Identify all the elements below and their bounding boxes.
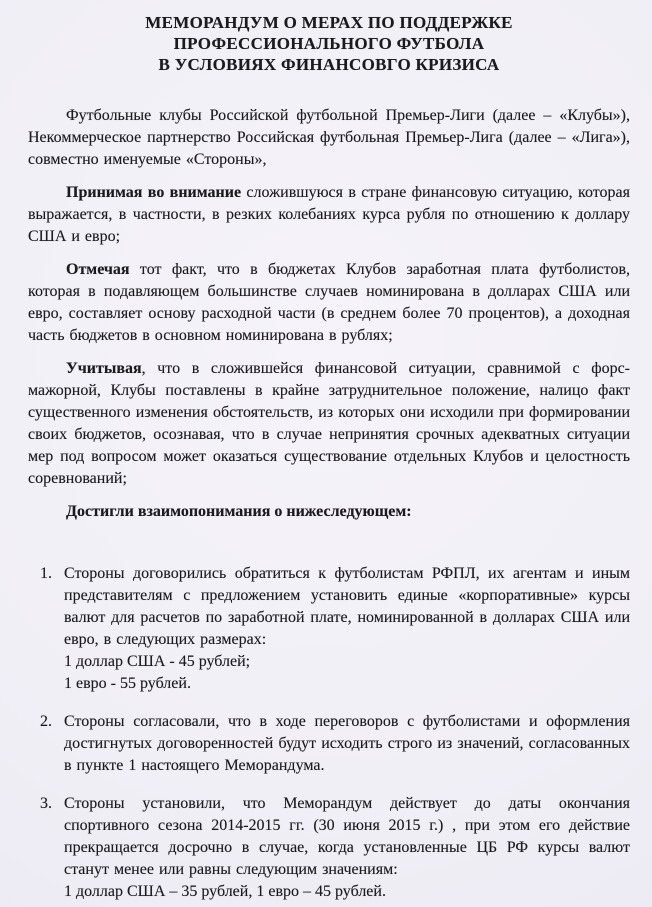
paragraph-considering [28,182,630,248]
list-item-text: Стороны установили, что Меморандум действует до даты окончания спортивного сезона 2014-2015 гг. (30 июня 2015 г.) , при этом его действие прекращается досрочно в случае, когда установленные ЦБ РФ курсы валют станут менее или равны следующим значениям: [64,795,630,878]
paragraph-text: Футбольные клубы Российской футбольной Премьер-Лиги (далее – «Клубы»), Некоммерческое партнерство Российская футбольная Премьер-Лига (далее – «Лига»), совместно именуемые «Стороны», [28,107,630,168]
paragraph-text: , что в сложившейся финансовой ситуации, сравнимой с форс-мажорной, Клубы поставлены в крайне затруднительное положение, налицо факт существенного изменения обстоятельств, из которых они исходили при формировании своих бюджетов, осознавая, что в случае непринятия срочных адекватных ситуации мер под вопросом может оказаться существование отдельных Клубов и целостность соревнований; [28,360,630,487]
paragraph-lead: Учитывая [66,360,142,377]
paragraph-taking-into-account [28,358,630,490]
paragraph-text: тот факт, что в бюджетах Клубов заработная плата футболистов, которая в подавляющем большинстве случаев номинирована в долларах США или евро, составляет основу расходной части (в среднем более 70 процентов), а доходная часть бюджетов в основном номинирована в рублях; [28,261,630,344]
paragraph-lead: Принимая во внимание [66,184,242,201]
paragraph-noting [28,259,630,347]
list-item-1 [40,563,630,695]
list-item-3 [40,793,630,903]
list-item-number: 1. [40,565,52,582]
rate-line-termination: 1 доллар США – 35 рублей, 1 евро – 45 рублей. [64,883,386,900]
document-title [28,12,630,75]
list-item-number: 3. [40,795,52,812]
title-line-2: ПРОФЕССИОНАЛЬНОГО ФУТБОЛА [173,34,485,53]
title-line-1: МЕМОРАНДУМ О МЕРАХ ПО ПОДДЕРЖКЕ [145,13,513,32]
paragraph-text: сложившуюся в стране финансовую ситуацию, которая выражается, в частности, в резких колебаниях курса рубля по отношению к доллару США и евро; [28,184,630,245]
rate-line-usd: 1 доллар США - 45 рублей; [64,653,251,670]
rate-line-eur: 1 евро - 55 рублей. [64,675,191,692]
agreement-list [40,563,630,903]
list-item-number: 2. [40,713,52,730]
paragraph-lead: Отмечая [66,261,130,278]
list-item-text: Стороны договорились обратиться к футболистам РФПЛ, их агентам и иным представителям с предложением установить единые «корпоративные» курсы валют для расчетов по заработной плате, номинированной в долларах США или евро, в следующих размерах: [64,565,630,648]
agreement-subheading: Достигли взаимопонимания о нижеследующем: [66,503,412,520]
title-line-3: В УСЛОВИЯХ ФИНАНСОВГО КРИЗИСА [158,55,500,74]
paragraph-parties [28,105,630,171]
list-item-2 [40,711,630,777]
list-item-text: Стороны согласовали, что в ходе переговоров с футболистами и оформления достигнутых договоренностей будут исходить строго из значений, согласованных в пункте 1 настоящего Меморандума. [64,713,630,774]
